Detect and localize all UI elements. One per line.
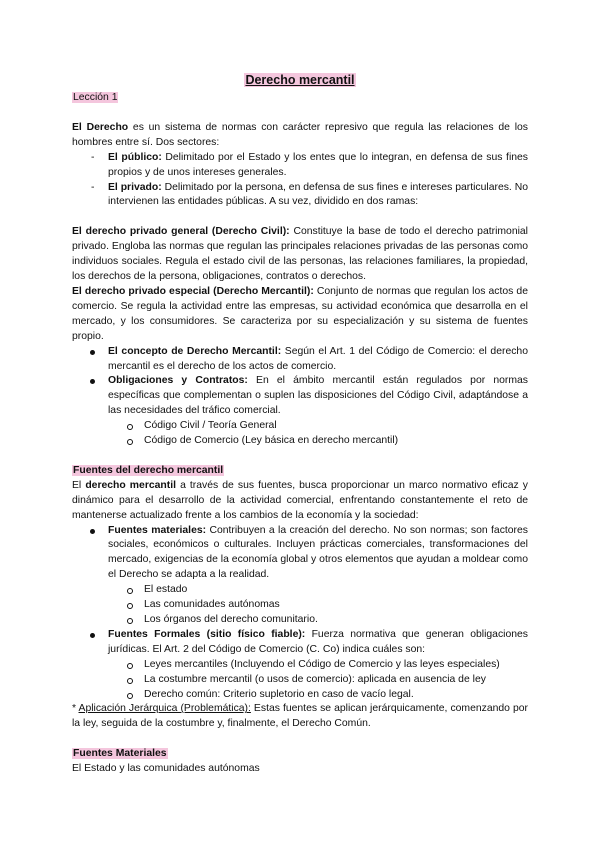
materiales-subitem: El estado [144, 583, 528, 598]
jerarquica-note: * Aplicación Jerárquica (Problemática): Estas fuentes se aplican jerárquicamente, comenzando por la ley, seguida de la costumbre y, finalmente, el Derecho Común. [72, 703, 529, 730]
materiales-subitem: Los órganos del derecho comunitario. [144, 613, 528, 628]
code-item: Código de Comercio (Ley básica en derecho mercantil) [144, 434, 528, 449]
fuentes-materiales-text: El Estado y las comunidades autónomas [72, 763, 260, 775]
point-concepto: El concepto de Derecho Mercantil: Según el Art. 1 del Código de Comercio: el derecho mercantil es el derecho de los actos de comercio. [108, 345, 528, 375]
fuentes-list [72, 524, 528, 703]
sector-item-privado: - El privado: Delimitado por la persona, en defensa de sus fines e intereses particulares. No intervienen las entidades públicas. A su vez, dividido en dos ramas: [108, 181, 528, 211]
fuentes-heading: Fuentes del derecho mercantil [73, 464, 224, 476]
document-title: Derecho mercantil [245, 73, 355, 87]
mercantil-paragraph: El derecho privado especial (Derecho Mercantil): Conjunto de normas que regulan los actos de comercio. Se regula la actividad entre las empresas, su actividad económica que desarrolla en el mercado, y los consumidores. Se caracteriza por su especialización y su sistema de fuentes propio. [72, 285, 528, 342]
civil-paragraph: El derecho privado general (Derecho Civil): Constituye la base de todo el derecho patrimonial privado. Engloba las normas que regulan las principales relaciones privadas de las personas como individuos sociales. Regula el estado civil de las personas, las relaciones familiares, la propiedad, los derechos de la persona, obligaciones, contratos o derechos. [72, 226, 528, 283]
point-obligaciones: Obligaciones y Contratos: En el ámbito mercantil están regulados por normas específicas que complementan o suplen las disposiciones del Código Civil, adaptándose a las necesidades del tráfico comercial. Código Civil / Teoría General Código de Comercio (Ley básica en derecho mercantil) [108, 374, 528, 449]
fuentes-materiales-heading: Fuentes Materiales [73, 748, 167, 760]
fuentes-materiales-item: Fuentes materiales: Contribuyen a la creación del derecho. No son normas; son factores sociales, económicos o culturales. Incluyen prácticas comerciales, transformaciones del mercado, exigencias de la economía global y otros elementos que ayudan a moldear como el Derecho se adapta a la realidad. El estado Las comunidades autónomas Los órganos del derecho comunitario. [108, 524, 528, 628]
formales-subitem: Leyes mercantiles (Incluyendo el Código de Comercio y las leyes especiales) [144, 658, 528, 673]
sector-item-publico: - El público: Delimitado por el Estado y los entes que lo integran, en defensa de sus fines propios y de unos intereses generales. [108, 151, 528, 181]
code-item: Código Civil / Teoría General [144, 419, 528, 434]
formales-subitem: Derecho común: Criterio supletorio en caso de vacío legal. [144, 688, 528, 703]
mercantil-points-list [72, 345, 528, 449]
fuentes-formales-item: Fuentes Formales (sitio físico fiable): Fuerza normativa que generan obligaciones jurídicas. El Art. 2 del Código de Comercio (C. Co) indica cuáles son: Leyes mercantiles (Incluyendo el Código de Comercio y las leyes especiales) La costumbre mercantil (o usos de comercio): aplicada en ausencia de ley Derecho común: Criterio supletorio en caso de vacío legal. [108, 628, 528, 703]
formales-subitem: La costumbre mercantil (o usos de comercio): aplicada en ausencia de ley [144, 673, 528, 688]
materiales-subitem: Las comunidades autónomas [144, 598, 528, 613]
sectors-list [72, 151, 528, 211]
codes-list [108, 419, 528, 449]
lesson-label: Lección 1 [73, 92, 118, 103]
fuentes-intro: El derecho mercantil a través de sus fuentes, busca proporcionar un marco normativo eficaz y dinámico para el desarrollo de la actividad comercial, enfrentando constantemente el reto de mantenerse actualizado frente a los cambios de la economía y la sociedad: [72, 479, 528, 521]
formales-sublist [108, 658, 528, 703]
materiales-sublist [108, 583, 528, 628]
intro-paragraph: El Derecho es un sistema de normas con carácter represivo que regula las relaciones de los hombres entre sí. Dos sectores: [72, 121, 528, 148]
